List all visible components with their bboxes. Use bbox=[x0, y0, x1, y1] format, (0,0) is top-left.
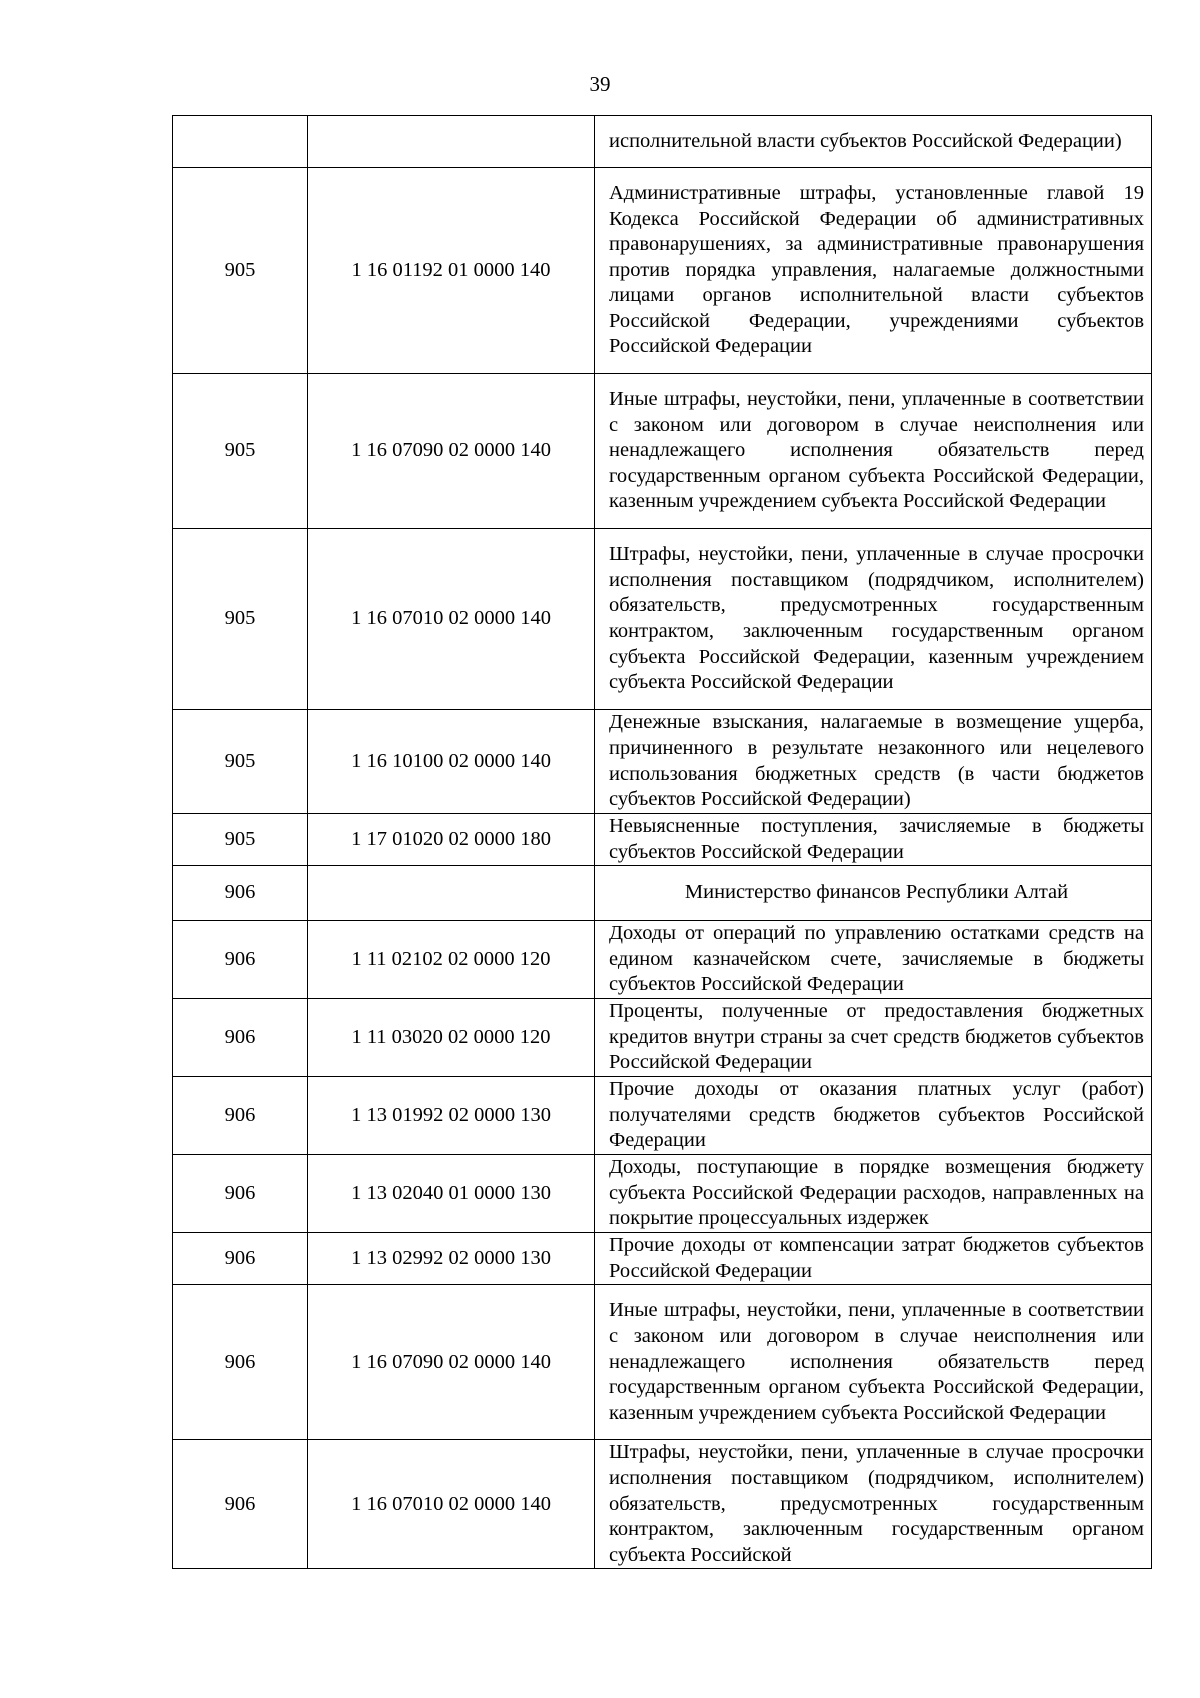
revenue-code-cell: 1 16 07010 02 0000 140 bbox=[308, 529, 595, 710]
admin-code-cell: 905 bbox=[173, 710, 308, 814]
revenue-name-cell: Прочие доходы от оказания платных услуг (работ) получателями средств бюджетов субъектов Российской Федерации bbox=[595, 1077, 1152, 1155]
admin-code-cell: 906 bbox=[173, 1285, 308, 1440]
revenue-name-cell: Доходы, поступающие в порядке возмещения бюджету субъекта Российской Федерации расходов, направленных на покрытие процессуальных издержек bbox=[595, 1155, 1152, 1233]
revenue-name-cell: Иные штрафы, неустойки, пени, уплаченные в соответствии с законом или договором в случае неисполнения или ненадлежащего исполнения обязательств перед государственным органом субъекта Российской Федерации, казенным учреждением субъекта Российской Федерации bbox=[595, 1285, 1152, 1440]
admin-code-cell: 906 bbox=[173, 1077, 308, 1155]
table-row bbox=[173, 1155, 1152, 1233]
table-row bbox=[173, 814, 1152, 866]
revenue-name-cell: Иные штрафы, неустойки, пени, уплаченные в соответствии с законом или договором в случае неисполнения или ненадлежащего исполнения обязательств перед государственным органом субъекта Российской Федерации, казенным учреждением субъекта Российской Федерации bbox=[595, 374, 1152, 529]
admin-code-cell: 905 bbox=[173, 529, 308, 710]
revenue-name-cell: Административные штрафы, установленные главой 19 Кодекса Российской Федерации об административных правонарушениях, за административные правонарушения против порядка управления, налагаемые должностными лицами органов исполнительной власти субъектов Российской Федерации, учреждениями субъектов Российской Федерации bbox=[595, 168, 1152, 374]
admin-code-cell: 905 bbox=[173, 374, 308, 529]
revenue-code-cell: 1 16 10100 02 0000 140 bbox=[308, 710, 595, 814]
revenue-code-cell: 1 13 02992 02 0000 130 bbox=[308, 1233, 595, 1285]
admin-code-cell: 906 bbox=[173, 866, 308, 921]
table-row bbox=[173, 1285, 1152, 1440]
revenue-code-cell: 1 16 07090 02 0000 140 bbox=[308, 1285, 595, 1440]
revenue-code-cell bbox=[308, 116, 595, 168]
admin-code-cell: 906 bbox=[173, 1440, 308, 1569]
admin-code-cell: 906 bbox=[173, 921, 308, 999]
revenue-code-cell: 1 16 07090 02 0000 140 bbox=[308, 374, 595, 529]
admin-code-cell: 906 bbox=[173, 1155, 308, 1233]
table-body bbox=[173, 116, 1152, 1569]
admin-code-cell: 905 bbox=[173, 814, 308, 866]
revenue-code-cell: 1 11 02102 02 0000 120 bbox=[308, 921, 595, 999]
table-row bbox=[173, 999, 1152, 1077]
revenue-code-cell: 1 17 01020 02 0000 180 bbox=[308, 814, 595, 866]
revenue-name-cell: Прочие доходы от компенсации затрат бюджетов субъектов Российской Федерации bbox=[595, 1233, 1152, 1285]
admin-code-cell: 906 bbox=[173, 999, 308, 1077]
revenue-name-cell: Доходы от операций по управлению остатками средств на едином казначейском счете, зачисляемые в бюджеты субъектов Российской Федерации bbox=[595, 921, 1152, 999]
table-row bbox=[173, 1233, 1152, 1285]
table-row bbox=[173, 866, 1152, 921]
table-row bbox=[173, 921, 1152, 999]
revenue-name-cell: Невыясненные поступления, зачисляемые в бюджеты субъектов Российской Федерации bbox=[595, 814, 1152, 866]
revenue-code-cell: 1 11 03020 02 0000 120 bbox=[308, 999, 595, 1077]
revenue-codes-table bbox=[172, 115, 1152, 1569]
table-row bbox=[173, 116, 1152, 168]
revenue-name-cell: Штрафы, неустойки, пени, уплаченные в случае просрочки исполнения поставщиком (подрядчиком, исполнителем) обязательств, предусмотренных государственным контрактом, заключенным государственным органом субъекта Российской bbox=[595, 1440, 1152, 1569]
revenue-code-cell bbox=[308, 866, 595, 921]
table-row bbox=[173, 1077, 1152, 1155]
revenue-name-cell: Проценты, полученные от предоставления бюджетных кредитов внутри страны за счет средств бюджетов субъектов Российской Федерации bbox=[595, 999, 1152, 1077]
revenue-code-cell: 1 13 01992 02 0000 130 bbox=[308, 1077, 595, 1155]
revenue-name-cell: Денежные взыскания, налагаемые в возмещение ущерба, причиненного в результате незаконного или нецелевого использования бюджетных средств (в части бюджетов субъектов Российской Федерации) bbox=[595, 710, 1152, 814]
revenue-name-cell: Штрафы, неустойки, пени, уплаченные в случае просрочки исполнения поставщиком (подрядчиком, исполнителем) обязательств, предусмотренных государственным контрактом, заключенным государственным органом субъекта Российской Федерации, казенным учреждением субъекта Российской Федерации bbox=[595, 529, 1152, 710]
table-row bbox=[173, 710, 1152, 814]
page-number: 39 bbox=[589, 72, 611, 96]
revenue-code-cell: 1 16 01192 01 0000 140 bbox=[308, 168, 595, 374]
admin-code-cell: 905 bbox=[173, 168, 308, 374]
admin-code-cell bbox=[173, 116, 308, 168]
revenue-name-cell: Министерство финансов Республики Алтай bbox=[595, 866, 1152, 921]
admin-code-cell: 906 bbox=[173, 1233, 308, 1285]
table-row bbox=[173, 529, 1152, 710]
revenue-code-cell: 1 16 07010 02 0000 140 bbox=[308, 1440, 595, 1569]
table-row bbox=[173, 168, 1152, 374]
revenue-name-cell: исполнительной власти субъектов Российской Федерации) bbox=[595, 116, 1152, 168]
revenue-code-cell: 1 13 02040 01 0000 130 bbox=[308, 1155, 595, 1233]
table-row bbox=[173, 1440, 1152, 1569]
table-row bbox=[173, 374, 1152, 529]
